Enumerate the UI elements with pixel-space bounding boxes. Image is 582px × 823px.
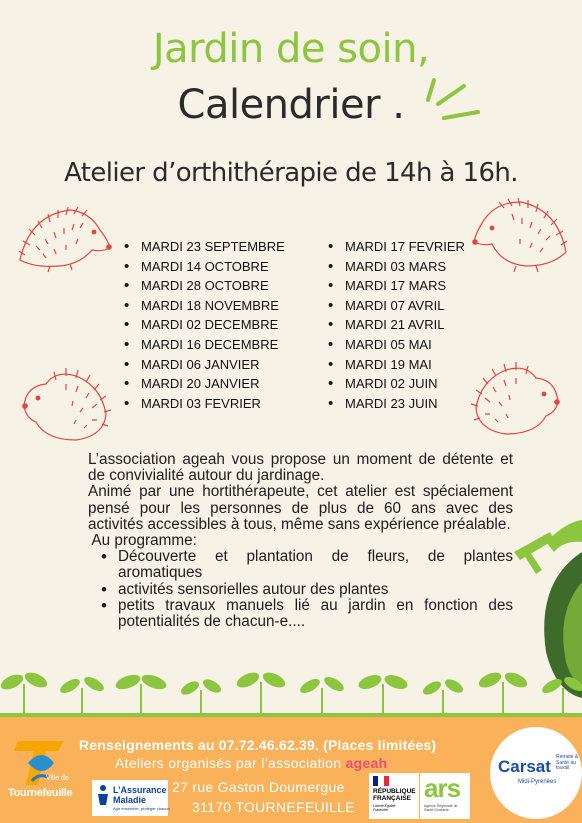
list-item: • MARDI 28 OCTOBRE	[124, 276, 285, 296]
list-item: • MARDI 17 MARS	[328, 276, 465, 296]
assurance-line1: L’Assurance	[113, 785, 167, 795]
description	[88, 452, 513, 630]
dates-list-left	[124, 237, 285, 413]
audience-paragraph: Animé par une hortithérapeute, cet atelier est spécialement pensé pour les personnes de plus de 60 ans avec des activités accessibles à tous, même sans expérience préalable.	[88, 483, 513, 533]
address-line-1: 27 rue Gaston Doumergue	[172, 779, 345, 795]
list-item: • MARDI 20 JANVIER	[124, 374, 285, 394]
list-item: • MARDI 02 JUIN	[328, 374, 465, 394]
tournefeuille-t-icon	[8, 733, 72, 793]
ars-tagline: Agence Régionale de Santé Occitanie	[424, 804, 458, 812]
assurance-maladie-logo	[92, 780, 168, 816]
list-item: • MARDI 19 MAI	[328, 355, 465, 375]
list-item: • Découverte et plantation de fleurs, de plantes aromatiques	[118, 549, 513, 581]
program-heading: Au programme:	[88, 532, 197, 550]
republique-line1: RÉPUBLIQUE	[373, 788, 416, 795]
intro-paragraph: L’association ageah vous propose un moment de détente et de convivialité autour du jardinage.	[88, 451, 513, 485]
hedgehog-icon	[466, 190, 576, 280]
list-item: • MARDI 03 FEVRIER	[124, 394, 285, 414]
carsat-logo	[490, 727, 582, 819]
sprouts-decoration	[0, 652, 582, 716]
tournefeuille-logo	[8, 733, 72, 813]
republique-motto: Liberté Égalité Fraternité	[373, 804, 396, 812]
person-icon	[95, 784, 111, 806]
list-item: • MARDI 06 JANVIER	[124, 355, 285, 375]
list-item: • MARDI 17 FEVRIER	[328, 237, 465, 257]
accent-strokes-icon	[420, 78, 480, 138]
organiser-line	[115, 755, 388, 771]
organiser-prefix: Ateliers organisés par l’association	[115, 755, 346, 771]
assurance-line2: Maladie	[113, 795, 147, 805]
assurance-tagline: Agir ensemble, protéger chacun	[113, 806, 170, 811]
list-item: • petits travaux manuels lié au jardin en fonction des potentialités de chacun-e....	[118, 598, 513, 630]
ars-logo	[420, 773, 470, 819]
hedgehog-icon	[16, 366, 111, 446]
list-item: • MARDI 05 MAI	[328, 335, 465, 355]
list-item: • MARDI 21 AVRIL	[328, 315, 465, 335]
list-item: • MARDI 14 OCTOBRE	[124, 257, 285, 277]
list-item: • MARDI 23 JUIN	[328, 394, 465, 414]
carsat-tagline: Retraite & Santé au travail	[556, 754, 579, 771]
address-line-2: 31170 TOURNEFEUILLE	[192, 799, 355, 815]
list-item: • MARDI 02 DECEMBRE	[124, 315, 285, 335]
list-item: • MARDI 23 SEPTEMBRE	[124, 237, 285, 257]
list-item: • MARDI 16 DECEMBRE	[124, 335, 285, 355]
hedgehog-icon	[10, 200, 115, 275]
list-item: • activités sensorielles autour des plantes	[118, 582, 513, 598]
list-item: • MARDI 03 MARS	[328, 257, 465, 277]
republique-francaise-logo	[369, 773, 419, 819]
page-title: Jardin de soin,	[152, 26, 430, 72]
flag-icon	[373, 776, 389, 786]
list-item: • MARDI 07 AVRIL	[328, 296, 465, 316]
hedgehog-icon	[466, 358, 566, 443]
page-subtitle-calendar: Calendrier .	[177, 82, 405, 128]
republique-line2: FRANÇAISE	[373, 795, 411, 802]
program-list	[88, 549, 513, 630]
logo-name: Tournefeuille	[8, 787, 73, 799]
organiser-name: ageah	[345, 755, 388, 771]
list-item: • MARDI 18 NOVEMBRE	[124, 296, 285, 316]
contact-info: Renseignements au 07.72.46.62.39. (Places limitées)	[79, 737, 437, 753]
workshop-subtitle: Atelier d’orthithérapie de 14h à 16h.	[64, 158, 518, 188]
carsat-name: Carsat	[498, 757, 551, 776]
ars-name: ars	[424, 773, 461, 803]
footer-divider	[0, 713, 582, 717]
logo-small-text: Ville de	[46, 775, 69, 782]
dates-list-right	[328, 237, 465, 413]
carsat-region: Midi-Pyrénées	[518, 779, 557, 785]
